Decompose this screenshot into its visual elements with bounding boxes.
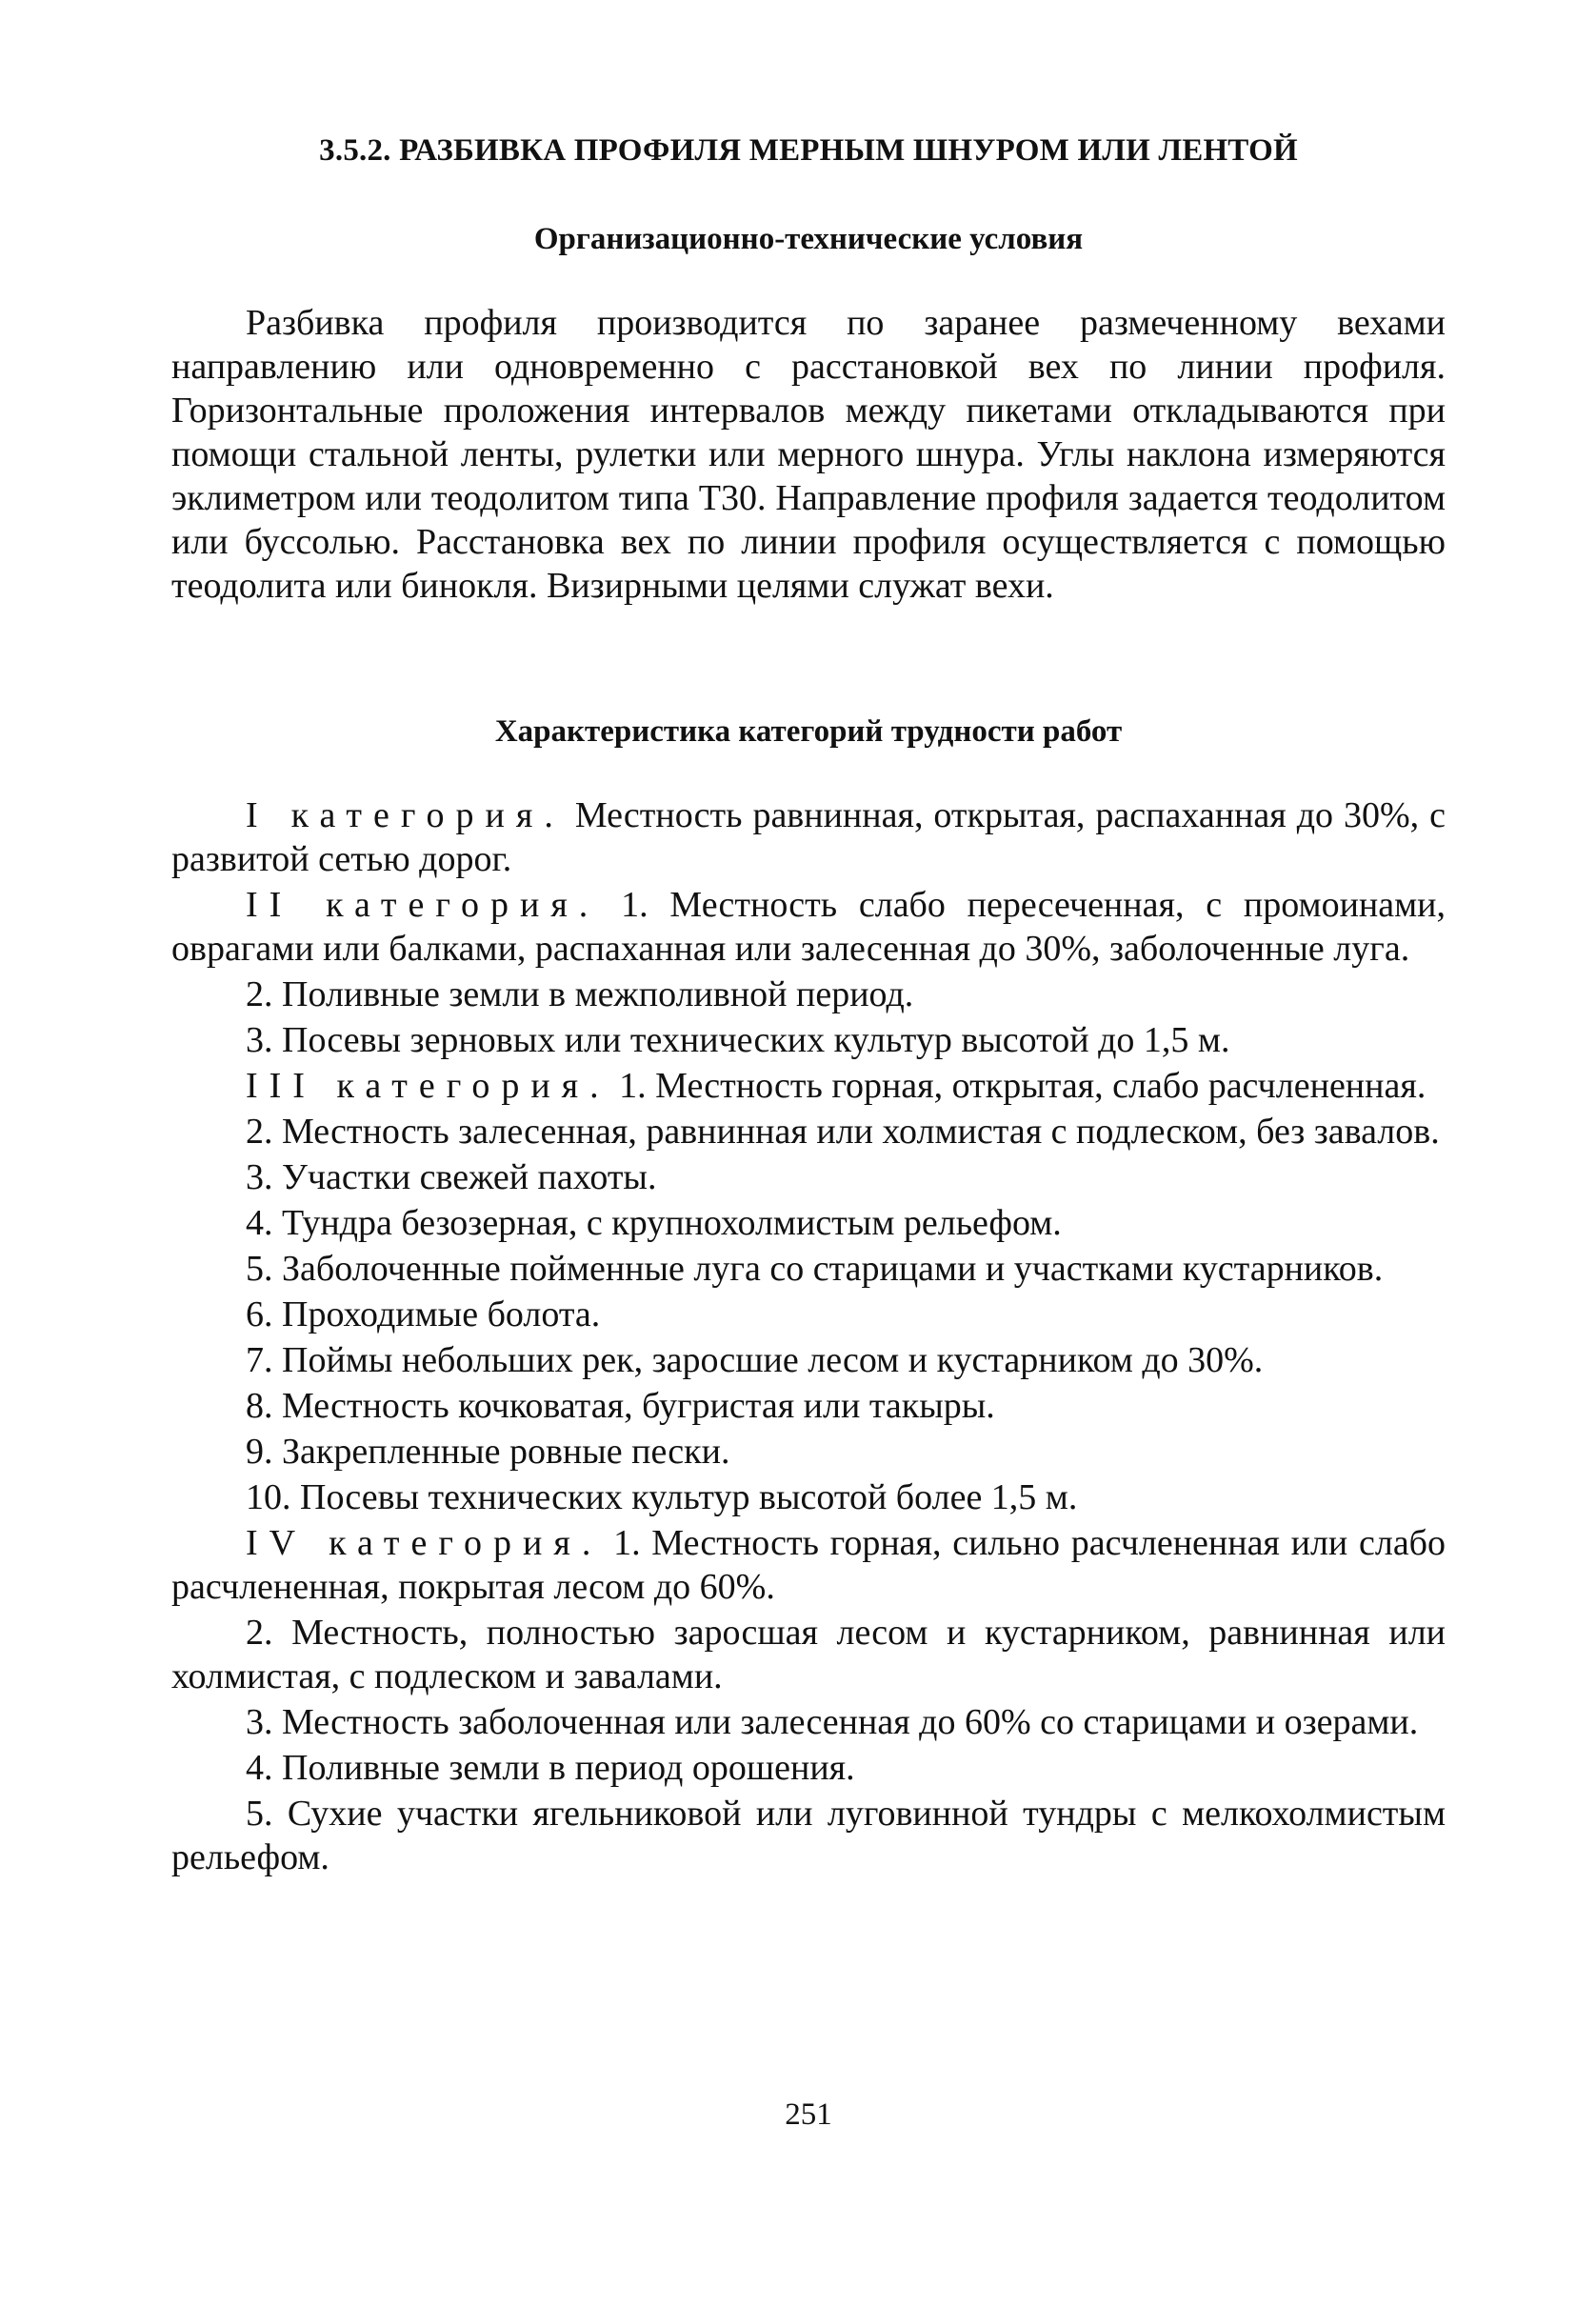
category-item	[171, 1792, 1446, 1879]
category-text: 1. Местность слабо пересеченная, с промоинами, оврагами или балками, распаханная или залесенная до 30%, заболоченные луга.	[171, 885, 1446, 969]
category-item	[171, 1700, 1446, 1744]
category-item	[171, 1611, 1446, 1698]
category-text: 4. Поливные земли в период орошения.	[246, 1748, 855, 1788]
category-list	[171, 793, 1446, 1879]
category-text: 4. Тундра безозерная, с крупнохолмистым рельефом.	[246, 1203, 1062, 1243]
category-text: 3. Местность заболоченная или залесенная до 60% со старицами и озерами.	[246, 1702, 1419, 1742]
category-text: 2. Местность, полностью заросшая лесом и кустарником, равнинная или холмистая, с подлеском и завалами.	[171, 1613, 1446, 1696]
section-title: 3.5.2. РАЗБИВКА ПРОФИЛЯ МЕРНЫМ ШНУРОМ ИЛИ ЛЕНТОЙ	[319, 133, 1298, 168]
conditions-title: Организационно-технические условия	[533, 222, 1084, 256]
category-text: 2. Местность залесенная, равнинная или холмистая с подлеском, без завалов.	[246, 1112, 1440, 1152]
category-item	[171, 1155, 1446, 1199]
category-text: 3. Посевы зерновых или технических культур высотой до 1,5 м.	[246, 1020, 1230, 1060]
category-text: 5. Заболоченные пойменные луга со старицами и участками кустарников.	[246, 1249, 1384, 1289]
category-text: 6. Проходимые болота.	[246, 1294, 601, 1334]
category-text: Местность равнинная, открытая, распаханная до 30%, с развитой сетью дорог.	[171, 795, 1446, 879]
category-item	[171, 1475, 1446, 1519]
category-item	[171, 1201, 1446, 1245]
category-item	[171, 1384, 1446, 1428]
conditions-paragraph: Разбивка профиля производится по заранее размеченному вехами направлению или одновременно с расстановкой вех по линии профиля. Горизонтальные проложения интервалов между пикетами откладываются при помощи стальной ленты, рулетки или мерного шнура. Углы наклона измеряются эклиметром или теодолитом типа Т30. Направление профиля задается теодолитом или буссолью. Расстановка вех по линии профиля осуществляется с помощью теодолита или бинокля. Визирными целями служат вехи.	[171, 303, 1446, 606]
category-text: 9. Закрепленные ровные пески.	[246, 1432, 730, 1472]
category-item	[171, 1521, 1446, 1609]
category-label: II категория.	[246, 885, 600, 925]
category-label: I категория.	[246, 795, 565, 835]
category-label: III категория.	[246, 1066, 610, 1106]
page-number: 251	[785, 2097, 832, 2132]
document-page	[171, 133, 1446, 2277]
category-item	[171, 1338, 1446, 1382]
category-item	[171, 883, 1446, 971]
category-text: 3. Участки свежей пахоты.	[246, 1157, 657, 1197]
category-item	[171, 973, 1446, 1016]
category-item	[171, 1746, 1446, 1790]
category-text: 1. Местность горная, сильно расчлененная или слабо расчлененная, покрытая лесом до 60%.	[171, 1523, 1446, 1607]
category-text: 2. Поливные земли в межполивной период.	[246, 974, 914, 1014]
category-text: 10. Посевы технических культур высотой более 1,5 м.	[246, 1477, 1078, 1517]
category-item	[171, 1247, 1446, 1291]
category-label: IV категория.	[246, 1523, 603, 1563]
category-item	[171, 1430, 1446, 1474]
category-item	[171, 1018, 1446, 1062]
category-text: 1. Местность горная, открытая, слабо расчлененная.	[619, 1066, 1426, 1106]
category-text: 7. Поймы небольших рек, заросшие лесом и кустарником до 30%.	[246, 1340, 1264, 1380]
category-text: 8. Местность кочковатая, бугристая или такыры.	[246, 1386, 995, 1426]
category-text: 5. Сухие участки ягельниковой или луговинной тундры с мелкохолмистым рельефом.	[171, 1794, 1446, 1877]
category-item	[171, 1064, 1446, 1108]
categories-title: Характеристика категорий трудности работ	[494, 714, 1123, 749]
category-item	[171, 1110, 1446, 1154]
category-item	[171, 1293, 1446, 1336]
category-item	[171, 793, 1446, 881]
